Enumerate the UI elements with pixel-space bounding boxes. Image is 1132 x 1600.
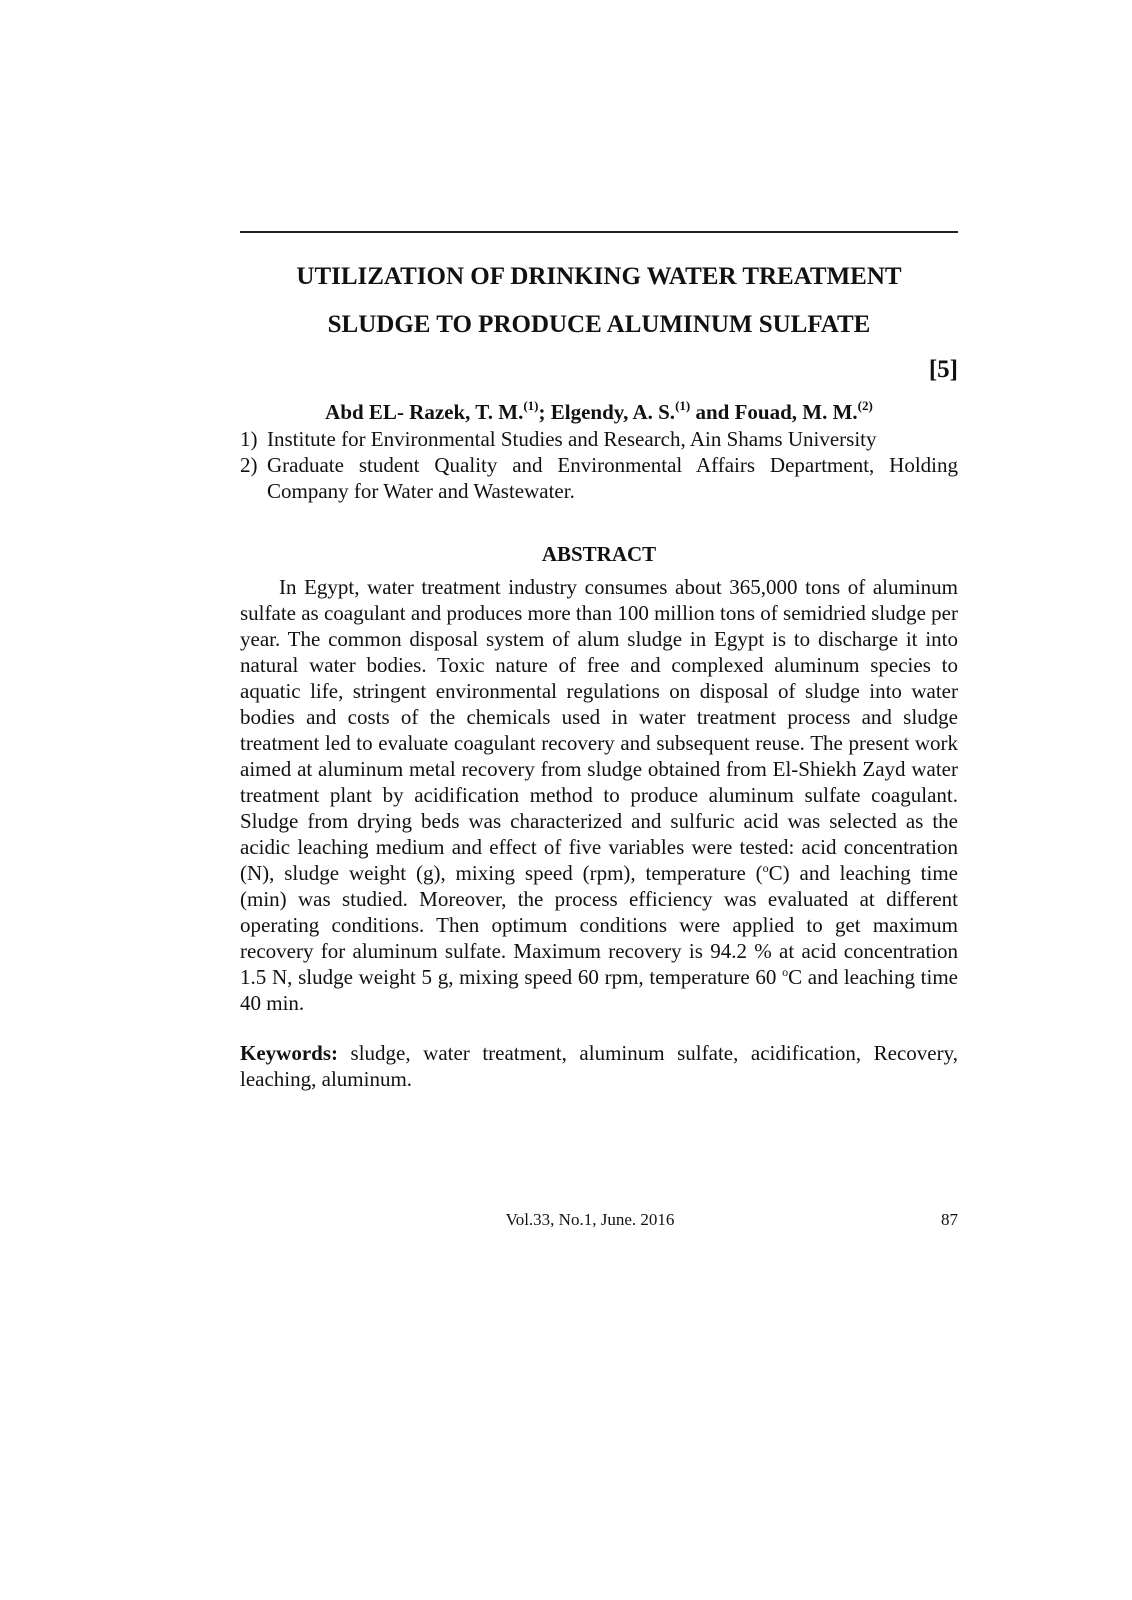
paper-number: [5] [928, 356, 958, 383]
abstract-text-part-3: C and leaching time 40 min. [240, 965, 958, 1015]
paper-title-line-2: SLUDGE TO PRODUCE ALUMINUM SULFATE [327, 311, 871, 338]
abstract-text-part-2: C) and leaching time (min) was studied. Moreover, the process efficiency was evaluated at different operating conditions. Then optimum conditions were applied to get maximum recovery for aluminum sulfate. Maximum recovery is 94.2 % at acid concentration 1.5 N, sludge weight 5 g, mixing speed 60 rpm, temperature 60 [240, 861, 958, 989]
footer-page-number: 87 [941, 1210, 958, 1229]
affiliation-text: Graduate student Quality and Environmental Affairs Department, Holding Company for Water and Wastewater. [267, 453, 958, 503]
abstract-text-part-1: In Egypt, water treatment industry consumes about 365,000 tons of aluminum sulfate as coagulant and produces more than 100 million tons of semidried sludge per year. The common disposal system of alum sludge in Egypt is to discharge it into natural water bodies. Toxic nature of free and complexed aluminum species to aquatic life, stringent environmental regulations on disposal of sludge into water bodies and costs of the chemicals used in water treatment process and sludge treatment led to evaluate coagulant recovery and subsequent reuse. The present work aimed at aluminum metal recovery from sludge obtained from El-Shiekh Zayd water treatment plant by acidification method to produce aluminum sulfate coagulant. Sludge from drying beds was characterized and sulfuric acid was selected as the acidic leaching medium and effect of five variables were tested: acid concentration (N), sludge weight (g), mixing speed (rpm), temperature ( [240, 575, 958, 885]
affiliation-number: 1) [240, 427, 258, 451]
degree-superscript: o [762, 861, 769, 875]
author-separator: ; [538, 400, 551, 424]
top-rule [240, 231, 958, 233]
keywords-text: sludge, water treatment, aluminum sulfate, acidification, Recovery, leaching, aluminum. [240, 1041, 958, 1091]
author-name: Fouad, M. M. [734, 400, 858, 424]
author-affiliation-mark: (1) [675, 398, 691, 413]
author-name: Abd EL- Razek, T. M. [325, 400, 524, 424]
abstract-heading: ABSTRACT [541, 542, 657, 566]
affiliation-list [240, 426, 958, 504]
keywords [240, 1040, 958, 1092]
degree-superscript: o [782, 965, 789, 979]
abstract-body [240, 574, 958, 1016]
author-list [240, 398, 958, 426]
footer-journal-info: Vol.33, No.1, June. 2016 [505, 1210, 675, 1229]
author-name: Elgendy, A. S. [550, 400, 676, 424]
author-affiliation-mark: (1) [523, 398, 539, 413]
author-separator: and [690, 400, 735, 424]
affiliation-item [240, 426, 958, 452]
affiliation-number: 2) [240, 453, 258, 477]
keywords-label: Keywords: [240, 1041, 338, 1065]
affiliation-text: Institute for Environmental Studies and Research, Ain Shams University [267, 427, 877, 451]
paper-title-line-1: UTILIZATION OF DRINKING WATER TREATMENT [296, 263, 902, 290]
author-affiliation-mark: (2) [857, 398, 873, 413]
affiliation-item [240, 452, 958, 504]
